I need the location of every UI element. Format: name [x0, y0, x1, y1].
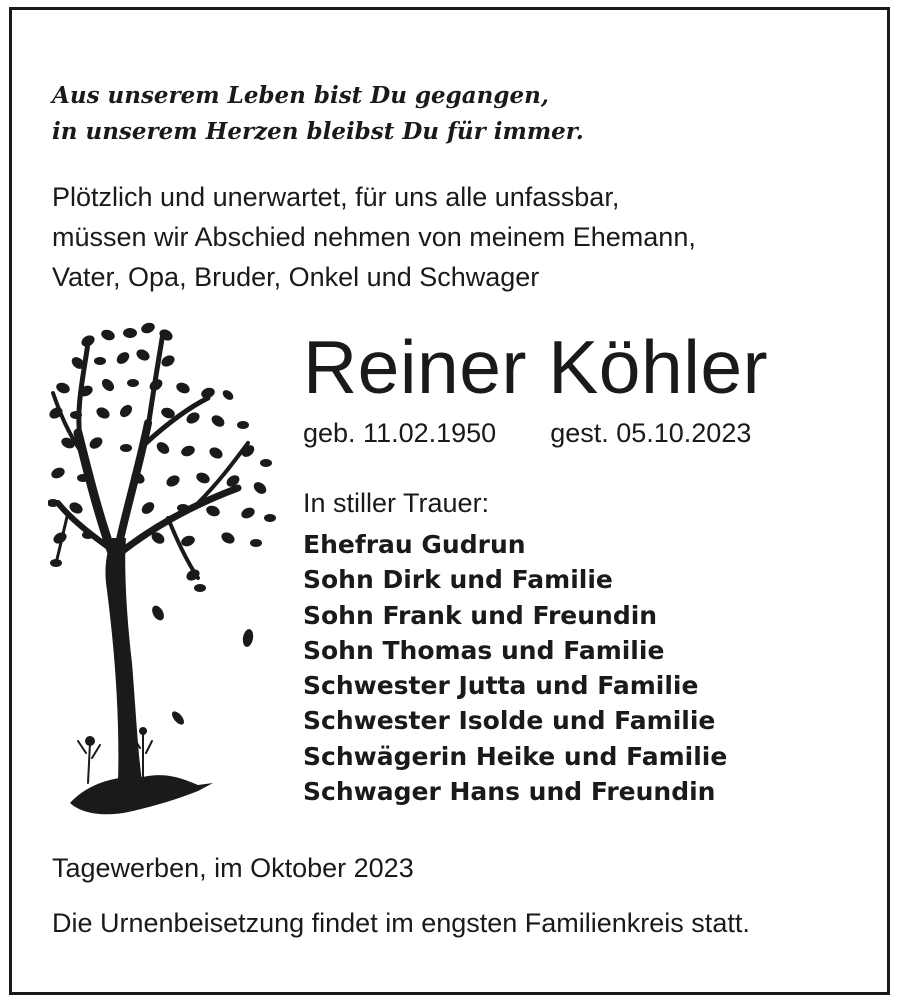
mourning-heading: In stiller Trauer:	[303, 488, 490, 518]
mourner: Sohn Thomas und Familie	[303, 635, 665, 665]
death-date: gest. 05.10.2023	[550, 418, 752, 448]
birth-date: geb. 11.02.1950	[303, 418, 497, 448]
obituary-frame	[9, 7, 890, 995]
life-dates	[303, 415, 751, 451]
intro-line: Plötzlich und unerwartet, für uns alle unfassbar,	[52, 182, 620, 212]
mourners-list	[303, 527, 727, 809]
intro-line: müssen wir Abschied nehmen von meinem Ehemann,	[52, 222, 696, 252]
motto-line: in unserem Herzen bleibst Du für immer.	[52, 118, 584, 145]
intro-text	[52, 177, 696, 297]
motto-line: Aus unserem Leben bist Du gegangen,	[52, 82, 549, 109]
mourner: Sohn Frank und Freundin	[303, 600, 658, 630]
mourner: Schwägerin Heike und Familie	[303, 741, 728, 771]
mourner: Schwester Isolde und Familie	[303, 706, 716, 736]
motto	[52, 78, 584, 150]
mourner: Sohn Dirk und Familie	[303, 565, 613, 595]
place-date: Tagewerben, im Oktober 2023	[52, 853, 414, 883]
mourner: Ehefrau Gudrun	[303, 530, 526, 559]
burial-note: Die Urnenbeisetzung findet im engsten Familienkreis statt.	[52, 908, 750, 938]
intro-line: Vater, Opa, Bruder, Onkel und Schwager	[52, 262, 540, 292]
mourner: Schwester Jutta und Familie	[303, 671, 699, 701]
deceased-name: Reiner Köhler	[303, 325, 769, 409]
tree-icon	[48, 313, 278, 823]
mourner: Schwager Hans und Freundin	[303, 777, 716, 807]
